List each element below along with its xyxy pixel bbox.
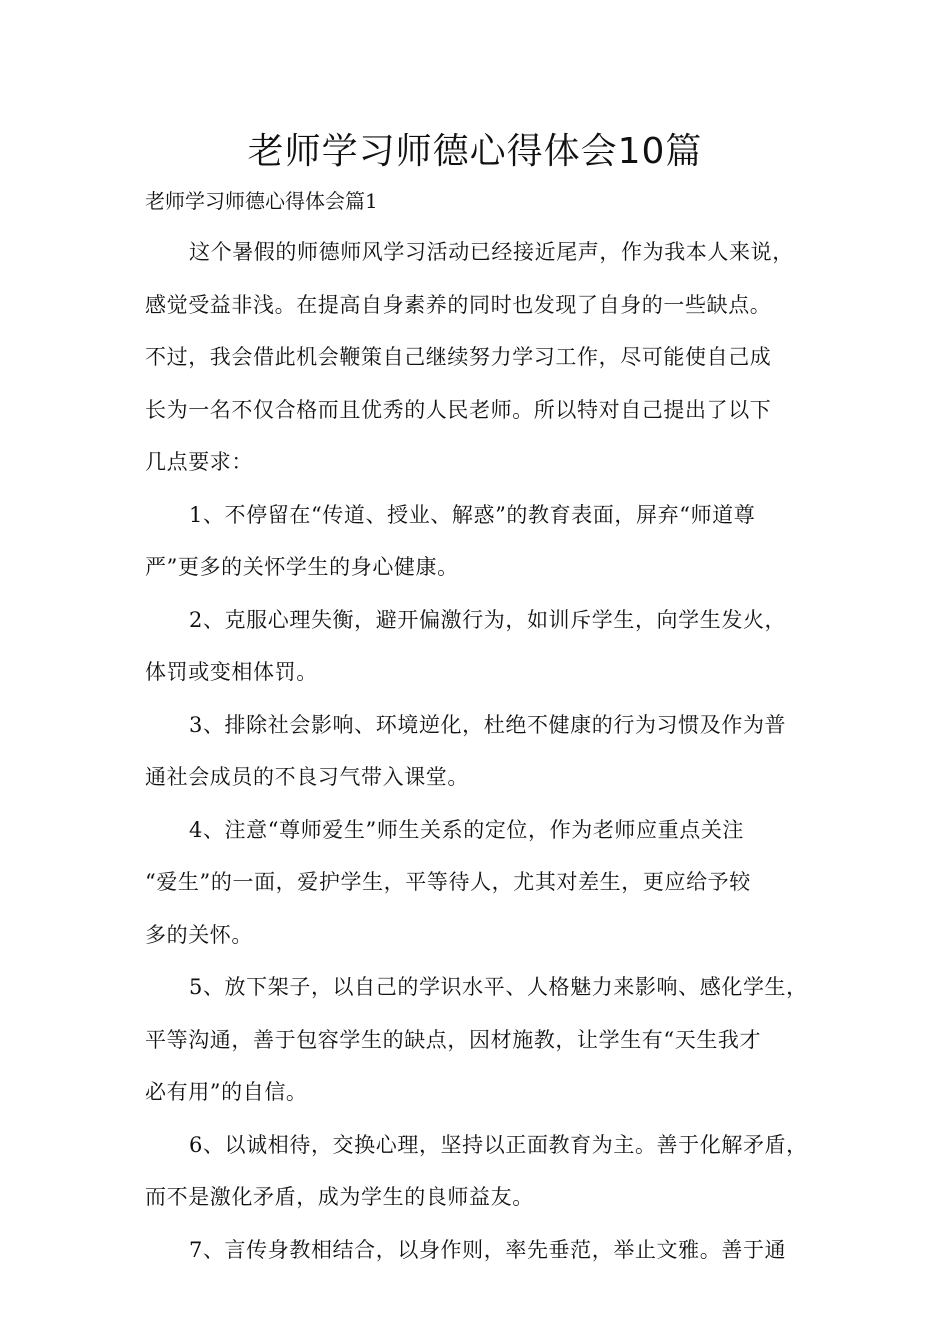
text-line: “爱生”的一面，爱护学生，平等待人，尤其对差生，更应给予较 [145, 870, 751, 894]
text-line: 长为一名不仅合格而且优秀的人民老师。所以特对自己提出了以下 [145, 397, 772, 422]
text-line: 严”更多的关怀学生的身心健康。 [145, 555, 459, 579]
text-line: 通社会成员的不良习气带入课堂。 [145, 765, 469, 789]
text-line: 4、注意“尊师爱生”师生关系的定位，作为老师应重点关注 [189, 817, 745, 842]
paragraph [145, 1125, 830, 1230]
text-line: 而不是激化矛盾，成为学生的良师益友。 [145, 1185, 534, 1209]
paragraph [145, 232, 830, 495]
text-line: 3、排除社会影响、环境逆化，杜绝不健康的行为习惯及作为普 [189, 712, 787, 737]
text-line: 1、不停留在“传道、授业、解惑”的教育表面，屏弃“师道尊 [189, 502, 756, 527]
text-line: 2、克服心理失衡，避开偏激行为，如训斥学生，向学生发火， [189, 607, 787, 632]
text-line: 感觉受益非浅。在提高自身素养的同时也发现了自身的一些缺点。 [145, 292, 772, 317]
text-line: 平等沟通，善于包容学生的缺点，因材施教，让学生有“天生我才 [145, 1027, 762, 1052]
text-line: 几点要求： [145, 450, 253, 474]
paragraph [145, 967, 830, 1125]
text-line: 体罚或变相体罚。 [145, 660, 318, 684]
section-heading: 老师学习师德心得体会篇1 [145, 189, 378, 213]
text-line: 7、言传身教相结合，以身作则，率先垂范，举止文雅。善于通 [189, 1237, 787, 1262]
paragraph [145, 600, 830, 705]
document-title: 老师学习师德心得体会10篇 [247, 131, 703, 172]
document-body [145, 232, 830, 1282]
text-line: 多的关怀。 [145, 922, 253, 947]
text-line: 这个暑假的师德师风学习活动已经接近尾声，作为我本人来说， [189, 240, 794, 264]
paragraph [145, 495, 830, 600]
paragraph [145, 705, 830, 810]
text-line: 5、放下架子，以自己的学识水平、人格魅力来影响、感化学生， [189, 975, 808, 999]
paragraph [145, 810, 830, 968]
text-line: 不过，我会借此机会鞭策自己继续努力学习工作，尽可能使自己成 [145, 345, 772, 369]
text-line: 6、以诚相待，交换心理，坚持以正面教育为主。善于化解矛盾， [189, 1132, 808, 1157]
paragraph [145, 1230, 830, 1283]
text-line: 必有用”的自信。 [145, 1080, 308, 1104]
